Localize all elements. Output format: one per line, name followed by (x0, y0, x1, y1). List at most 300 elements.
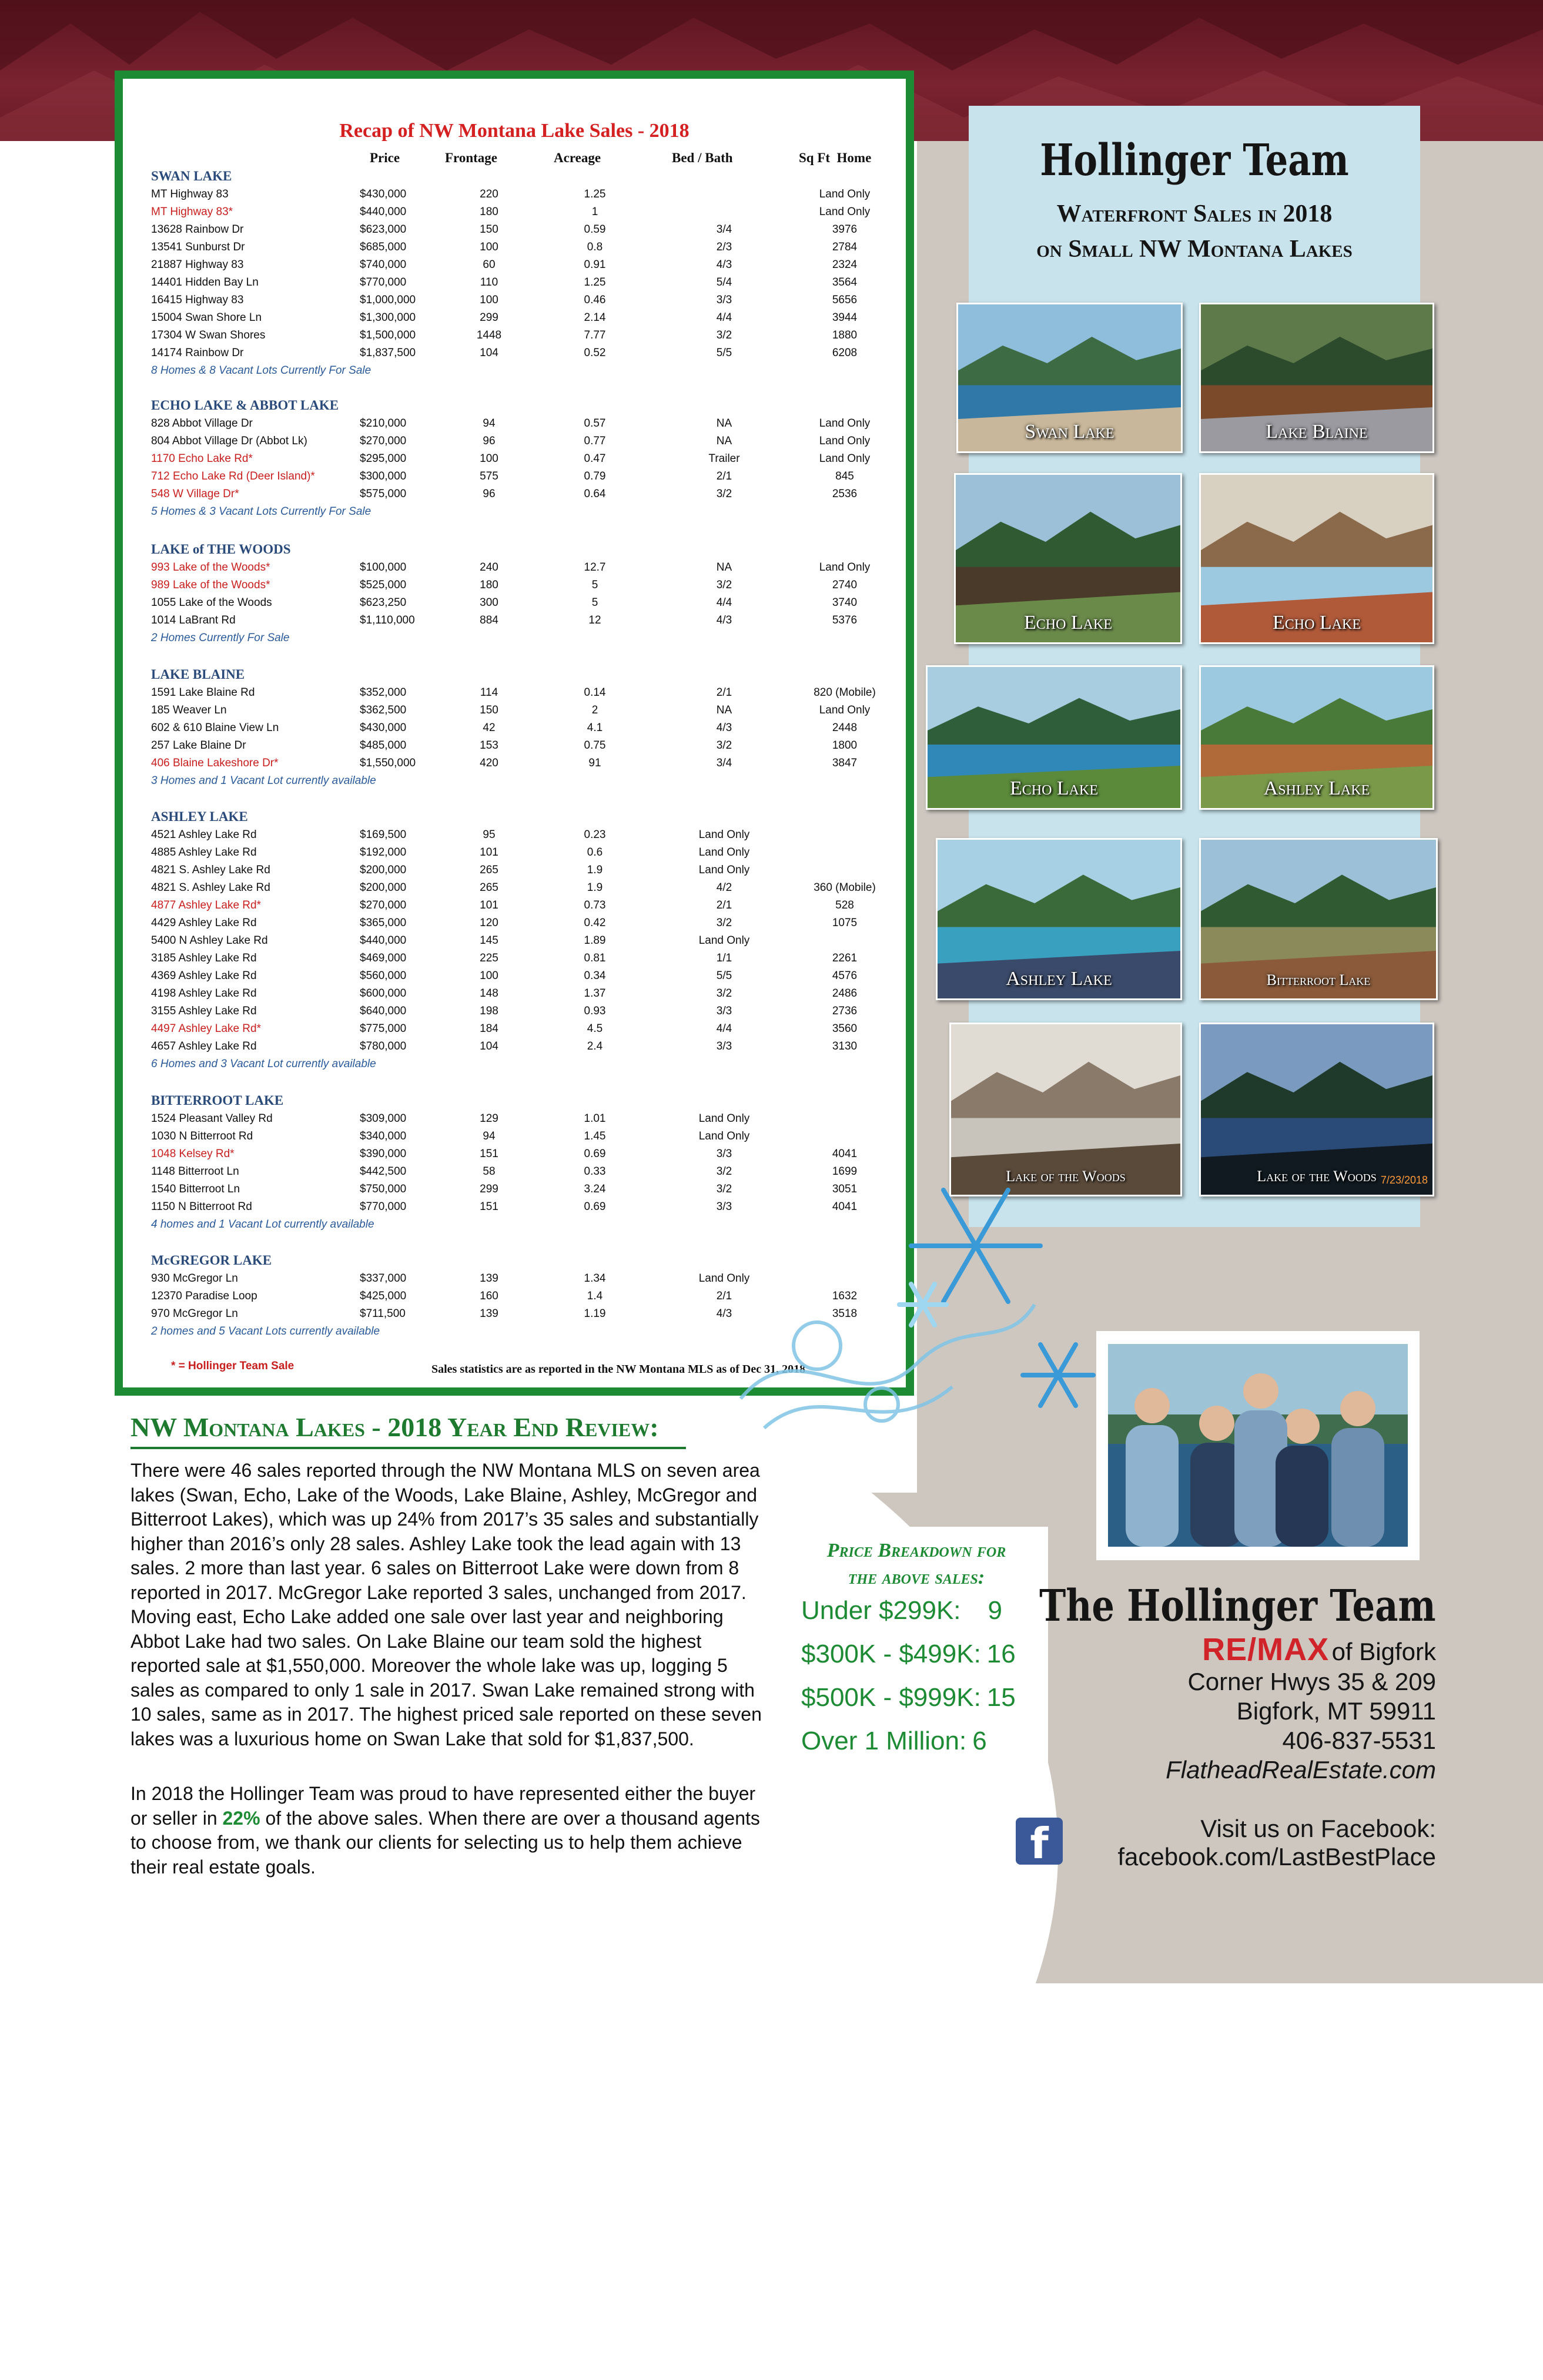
price-cell: $200,000 (360, 881, 407, 894)
bed-bath-cell: 4/3 (716, 614, 732, 626)
frontage-cell: 220 (480, 188, 498, 200)
address-cell: 548 W Village Dr* (151, 488, 239, 500)
address-cell: 17304 W Swan Shores (151, 329, 266, 341)
photo-caption: Ashley Lake (1263, 777, 1370, 799)
frontage-cell: 95 (483, 829, 496, 841)
address-cell: 1014 LaBrant Rd (151, 614, 236, 626)
table-row (151, 186, 915, 203)
address-cell: 4429 Ashley Lake Rd (151, 917, 257, 929)
acreage-cell: 1.34 (584, 1272, 606, 1285)
team-photo-art (1108, 1344, 1408, 1547)
bed-bath-cell: Land Only (698, 934, 750, 947)
price-cell: $685,000 (360, 241, 407, 253)
address-cell: 4885 Ashley Lake Rd (151, 846, 257, 859)
acreage-cell: 1.9 (587, 864, 603, 876)
lake-section (151, 665, 915, 790)
price-cell: $1,110,000 (360, 614, 415, 626)
sqft-cell: Land Only (819, 206, 871, 218)
frontage-cell: 225 (480, 952, 498, 964)
table-row (151, 239, 915, 256)
sqft-cell: 3944 (832, 311, 858, 324)
address-cell: 13541 Sunburst Dr (151, 241, 245, 253)
address-cell: 970 McGregor Ln (151, 1308, 238, 1320)
table-row (151, 221, 915, 239)
sqft-cell: Land Only (819, 188, 871, 200)
table-row (151, 576, 915, 594)
address-cell: 3155 Ashley Lake Rd (151, 1005, 257, 1017)
acreage-cell: 1.19 (584, 1308, 606, 1320)
price-cell: $440,000 (360, 934, 407, 947)
address-cell: 1170 Echo Lake Rd* (151, 452, 253, 465)
bed-bath-cell: NA (716, 561, 732, 574)
bed-bath-cell: Land Only (698, 846, 750, 859)
acreage-cell: 0.73 (584, 899, 606, 911)
sqft-cell: 4041 (832, 1201, 858, 1213)
frontage-cell: 151 (480, 1148, 498, 1160)
price-cell: $560,000 (360, 970, 407, 982)
frontage-cell: 180 (480, 579, 498, 591)
price-cell: $210,000 (360, 417, 407, 430)
section-title: SWAN LAKE (151, 169, 232, 183)
frontage-cell: 150 (480, 704, 498, 716)
bed-bath-cell: Land Only (698, 1130, 750, 1142)
price-cell: $711,500 (360, 1308, 406, 1320)
frontage-cell: 148 (480, 987, 498, 1000)
address-cell: 4877 Ashley Lake Rd* (151, 899, 261, 911)
bed-bath-cell: 3/2 (716, 488, 732, 500)
price-cell: $469,000 (360, 952, 407, 964)
section-title: BITTERROOT LAKE (151, 1093, 284, 1108)
photo-caption: Lake Blaine (1266, 421, 1368, 443)
address-cell: 1148 Bitterroot Ln (151, 1165, 239, 1178)
sqft-cell: 5376 (832, 614, 858, 626)
price-cell: $270,000 (360, 435, 407, 447)
acreage-cell: 0.46 (584, 294, 606, 306)
availability-note: 5 Homes & 3 Vacant Lots Currently For Sale (151, 505, 371, 518)
sqft-cell: 1632 (832, 1290, 858, 1302)
price-cell: $1,000,000 (360, 294, 416, 306)
price-cell: $362,500 (360, 704, 407, 716)
frontage-cell: 101 (480, 846, 498, 859)
price-cell: $430,000 (360, 722, 407, 734)
bed-bath-cell: 3/2 (716, 1165, 732, 1178)
photo-caption: Echo Lake (1009, 777, 1099, 799)
address-cell: 15004 Swan Shore Ln (151, 311, 262, 324)
table-row (151, 950, 915, 967)
table-row (151, 344, 915, 362)
bed-bath-cell: 1/1 (716, 952, 732, 964)
table-row (151, 702, 915, 719)
price-cell: $390,000 (360, 1148, 407, 1160)
table-row (151, 844, 915, 862)
photo-caption: Lake of the Woods (1257, 1168, 1377, 1185)
review-underline (130, 1447, 686, 1449)
lake-photo (1199, 303, 1434, 453)
price-cell: $192,000 (360, 846, 407, 859)
price-cell: $440,000 (360, 206, 407, 218)
table-row (151, 274, 915, 291)
mls-note: Sales statistics are as reported in the NW Montana MLS as of Dec 31, 2018 (431, 1363, 806, 1376)
price-cell: $600,000 (360, 987, 407, 1000)
frontage-cell: 114 (480, 686, 498, 699)
table-row (151, 256, 915, 274)
table-row (151, 737, 915, 755)
sqft-cell: Land Only (819, 417, 871, 430)
lake-section (151, 396, 915, 521)
acreage-cell: 5 (591, 579, 598, 591)
bed-bath-cell: 2/1 (716, 686, 732, 699)
acreage-cell: 0.93 (584, 1005, 606, 1017)
acreage-cell: 1.01 (584, 1112, 606, 1125)
price-cell: $750,000 (360, 1183, 407, 1195)
sqft-cell: Land Only (819, 435, 871, 447)
price-cell: $340,000 (360, 1130, 407, 1142)
price-cell: $200,000 (360, 864, 407, 876)
price-cell: $1,500,000 (360, 329, 416, 341)
section-title: McGREGOR LAKE (151, 1253, 272, 1268)
bed-bath-cell: 3/3 (716, 294, 732, 306)
table-row (151, 485, 915, 503)
breakdown-row (801, 1640, 1016, 1669)
frontage-cell: 129 (480, 1112, 498, 1125)
photo-caption: Lake of the Woods (1006, 1168, 1126, 1185)
sqft-cell: 2784 (832, 241, 858, 253)
frontage-cell: 265 (480, 864, 498, 876)
address-cell: 4497 Ashley Lake Rd* (151, 1023, 261, 1035)
frontage-cell: 299 (480, 311, 498, 324)
sqft-cell: 3740 (832, 596, 858, 609)
breakdown-title (785, 1537, 1048, 1591)
price-cell: $365,000 (360, 917, 407, 929)
frontage-cell: 96 (483, 435, 496, 447)
bed-bath-cell: 3/2 (716, 1183, 732, 1195)
price-cell: $1,550,000 (360, 757, 416, 769)
table-row (151, 433, 915, 450)
acreage-cell: 0.47 (584, 452, 606, 465)
frontage-cell: 150 (480, 223, 498, 236)
bed-bath-cell: NA (716, 417, 732, 430)
col-price: Price (370, 150, 400, 165)
frontage-cell: 101 (480, 899, 498, 911)
frontage-cell: 139 (480, 1308, 498, 1320)
frontage-cell: 100 (480, 452, 498, 465)
acreage-cell: 0.77 (584, 435, 606, 447)
lake-photo (1199, 1023, 1434, 1196)
sqft-cell: 3518 (832, 1308, 858, 1320)
sqft-cell: 2486 (832, 987, 858, 1000)
frontage-cell: 184 (480, 1023, 498, 1035)
remax-brand (1202, 1631, 1436, 1668)
remax-location: of Bigfork (1331, 1638, 1436, 1665)
price-cell: $352,000 (360, 686, 407, 699)
address-cell: 1150 N Bitterroot Rd (151, 1201, 252, 1213)
breakdown-count: 9 (988, 1596, 1003, 1625)
col-frontage: Frontage (445, 150, 498, 165)
bed-bath-cell: 3/2 (716, 739, 732, 752)
frontage-cell: 145 (480, 934, 498, 947)
acreage-cell: 0.91 (584, 259, 606, 271)
lake-photo (1199, 665, 1434, 810)
availability-note: 2 Homes Currently For Sale (151, 632, 290, 644)
acreage-cell: 12.7 (584, 561, 606, 574)
sqft-cell: 3051 (832, 1183, 858, 1195)
frontage-cell: 265 (480, 881, 498, 894)
frontage-cell: 94 (483, 1130, 496, 1142)
acreage-cell: 1.37 (584, 987, 606, 1000)
price-cell: $780,000 (360, 1040, 407, 1052)
price-cell: $309,000 (360, 1112, 407, 1125)
contact-team-name: The Hollinger Team (1039, 1581, 1436, 1631)
frontage-cell: 198 (480, 1005, 498, 1017)
acreage-cell: 2 (591, 704, 598, 716)
table-row (151, 594, 915, 612)
table-row (151, 826, 915, 844)
acreage-cell: 0.34 (584, 970, 606, 982)
acreage-cell: 1.25 (584, 188, 606, 200)
acreage-cell: 2.4 (587, 1040, 603, 1052)
breakdown-label: Over 1 Million: (801, 1727, 967, 1755)
header-title: Hollinger Team (1040, 135, 1349, 186)
price-cell: $300,000 (360, 470, 407, 482)
photo-caption: Bitterroot Lake (1266, 971, 1371, 988)
price-cell: $623,250 (360, 596, 407, 609)
price-cell: $270,000 (360, 899, 407, 911)
table-row (151, 932, 915, 950)
bed-bath-cell: 3/2 (716, 579, 732, 591)
address-cell: 4821 S. Ashley Lake Rd (151, 881, 270, 894)
review-p2-start: In 2018 the Hollinger Team was proud to have represented either the buyer or seller in (130, 1783, 756, 1829)
facebook-prompt: Visit us on Facebook: (1200, 1815, 1436, 1842)
frontage-cell: 180 (480, 206, 498, 218)
bed-bath-cell: 2/1 (716, 899, 732, 911)
header-subtitle-2: on Small NW Montana Lakes (1036, 236, 1353, 263)
bed-bath-cell: 3/4 (716, 223, 732, 236)
breakdown-label: $500K - $999K: (801, 1683, 981, 1712)
bed-bath-cell: 3/3 (716, 1040, 732, 1052)
address-cell: 257 Lake Blaine Dr (151, 739, 246, 752)
sqft-cell: 3847 (832, 757, 858, 769)
acreage-cell: 1.9 (587, 881, 603, 894)
price-cell: $337,000 (360, 1272, 407, 1285)
frontage-cell: 575 (480, 470, 498, 482)
frontage-cell: 160 (480, 1290, 498, 1302)
address-cell: 4521 Ashley Lake Rd (151, 829, 257, 841)
frontage-cell: 100 (480, 294, 498, 306)
sqft-cell: 2536 (832, 488, 858, 500)
bed-bath-cell: Land Only (698, 1112, 750, 1125)
address-cell: 21887 Highway 83 (151, 259, 244, 271)
sqft-cell: 3976 (832, 223, 858, 236)
acreage-cell: 0.52 (584, 347, 606, 359)
sqft-cell: 1800 (832, 739, 858, 752)
address-cell: MT Highway 83 (151, 188, 229, 200)
acreage-cell: 1.25 (584, 276, 606, 289)
address-cell: 993 Lake of the Woods* (151, 561, 270, 574)
address-cell: 602 & 610 Blaine View Ln (151, 722, 279, 734)
frontage-cell: 60 (483, 259, 496, 271)
sqft-cell: 3564 (832, 276, 858, 289)
availability-note: 2 homes and 5 Vacant Lots currently available (151, 1325, 380, 1338)
col-sqft: Sq Ft Home (799, 150, 872, 165)
sqft-cell: 1075 (832, 917, 858, 929)
frontage-cell: 42 (483, 722, 496, 734)
address-line-1: Corner Hwys 35 & 209 (1187, 1668, 1436, 1695)
review-paragraph-2 (130, 1782, 765, 1879)
address-cell: 13628 Rainbow Dr (151, 223, 244, 236)
photo-caption: Swan Lake (1025, 421, 1114, 443)
sqft-cell: 1880 (832, 329, 858, 341)
photo-caption: Echo Lake (1272, 612, 1361, 633)
bed-bath-cell: 5/4 (716, 276, 732, 289)
address-cell: 3185 Ashley Lake Rd (151, 952, 257, 964)
table-row (151, 559, 915, 576)
sqft-cell: 6208 (832, 347, 858, 359)
table-row (151, 291, 915, 309)
lake-photo (936, 838, 1182, 1000)
address-cell: 406 Blaine Lakeshore Dr* (151, 757, 279, 769)
acreage-cell: 0.79 (584, 470, 606, 482)
sqft-cell: 845 (835, 470, 854, 482)
sqft-cell: 2740 (832, 579, 858, 591)
acreage-cell: 5 (591, 596, 598, 609)
bed-bath-cell: 3/3 (716, 1201, 732, 1213)
sqft-cell: 5656 (832, 294, 858, 306)
lake-section (151, 807, 915, 1073)
bed-bath-cell: 2/1 (716, 1290, 732, 1302)
price-cell: $1,837,500 (360, 347, 416, 359)
lake-photo (954, 473, 1182, 644)
acreage-cell: 0.33 (584, 1165, 606, 1178)
address-cell: 1048 Kelsey Rd* (151, 1148, 235, 1160)
address-cell: 930 McGregor Ln (151, 1272, 238, 1285)
price-cell: $100,000 (360, 561, 407, 574)
address-cell: 14174 Rainbow Dr (151, 347, 244, 359)
sqft-cell: Land Only (819, 561, 871, 574)
bed-bath-cell: Land Only (698, 829, 750, 841)
address-cell: 1030 N Bitterroot Rd (151, 1130, 253, 1142)
price-cell: $623,000 (360, 223, 407, 236)
sqft-cell: 2736 (832, 1005, 858, 1017)
table-row (151, 1128, 915, 1145)
frontage-cell: 151 (480, 1201, 498, 1213)
frontage-cell: 300 (480, 596, 498, 609)
bed-bath-cell: Trailer (708, 452, 740, 465)
sqft-cell: 360 (Mobile) (814, 881, 876, 894)
lake-section (151, 167, 915, 380)
bed-bath-cell: 3/2 (716, 329, 732, 341)
availability-note: 3 Homes and 1 Vacant Lot currently available (151, 775, 376, 787)
review-title: NW Montana Lakes - 2018 Year End Review: (130, 1412, 659, 1442)
table-row (151, 1003, 915, 1020)
bed-bath-cell: 3/4 (716, 757, 732, 769)
address-cell: 12370 Paradise Loop (151, 1290, 257, 1302)
availability-note: 6 Homes and 3 Vacant Lot currently available (151, 1058, 376, 1070)
facebook-icon[interactable]: f (1016, 1818, 1063, 1865)
acreage-cell: 0.23 (584, 829, 606, 841)
table-row (151, 415, 915, 433)
acreage-cell: 0.14 (584, 686, 606, 699)
bed-bath-cell: 2/3 (716, 241, 732, 253)
sqft-cell: 820 (Mobile) (814, 686, 876, 699)
team-photo (1108, 1344, 1408, 1547)
section-title: ECHO LAKE & ABBOT LAKE (151, 398, 339, 413)
table-row (151, 1020, 915, 1038)
address-cell: 16415 Highway 83 (151, 294, 244, 306)
acreage-cell: 4.5 (587, 1023, 603, 1035)
frontage-cell: 96 (483, 488, 496, 500)
address-cell: 5400 N Ashley Lake Rd (151, 934, 268, 947)
sqft-cell: Land Only (819, 452, 871, 465)
facebook-link[interactable]: facebook.com/LastBestPlace (1117, 1843, 1436, 1871)
price-cell: $1,300,000 (360, 311, 416, 324)
lake-section (151, 540, 915, 647)
frontage-cell: 100 (480, 241, 498, 253)
snowflake-decoration (729, 1152, 1105, 1457)
bed-bath-cell: NA (716, 435, 732, 447)
bed-bath-cell: 4/3 (716, 259, 732, 271)
address-cell: 14401 Hidden Bay Ln (151, 276, 259, 289)
price-cell: $775,000 (360, 1023, 407, 1035)
address-cell: 989 Lake of the Woods* (151, 579, 270, 591)
price-cell: $640,000 (360, 1005, 407, 1017)
acreage-cell: 0.81 (584, 952, 606, 964)
acreage-cell: 0.59 (584, 223, 606, 236)
frontage-cell: 104 (480, 347, 498, 359)
table-row (151, 1038, 915, 1055)
price-breakdown-box (785, 1527, 1048, 1776)
frontage-cell: 139 (480, 1272, 498, 1285)
availability-note: 8 Homes & 8 Vacant Lots Currently For Sale (151, 364, 371, 377)
sqft-cell: 2324 (832, 259, 858, 271)
sqft-cell: Land Only (819, 704, 871, 716)
price-cell: $295,000 (360, 452, 407, 465)
review-p2-end: of the above sales. When there are over a thousand agents to choose from, we thank our clients for selecting us to help them achieve their real estate goals. (130, 1807, 760, 1878)
acreage-cell: 91 (588, 757, 601, 769)
address-line-2: Bigfork, MT 59911 (1236, 1697, 1436, 1725)
photo-caption: Ashley Lake (1006, 968, 1112, 990)
frontage-cell: 94 (483, 417, 496, 430)
frontage-cell: 153 (480, 739, 498, 752)
table-row (151, 450, 915, 468)
address-cell: 4657 Ashley Lake Rd (151, 1040, 257, 1052)
address-cell: 4821 S. Ashley Lake Rd (151, 864, 270, 876)
bed-bath-cell: 3/2 (716, 987, 732, 1000)
frontage-cell: 1448 (476, 329, 502, 341)
sqft-cell: 4576 (832, 970, 858, 982)
bed-bath-cell: 3/2 (716, 917, 732, 929)
table-row (151, 203, 915, 221)
acreage-cell: 0.57 (584, 417, 606, 430)
acreage-cell: 1.4 (587, 1290, 603, 1302)
breakdown-count: 15 (986, 1683, 1016, 1712)
table-row (151, 719, 915, 737)
bed-bath-cell: 5/5 (716, 347, 732, 359)
breakdown-count: 6 (972, 1727, 987, 1755)
price-cell: $575,000 (360, 488, 407, 500)
price-cell: $770,000 (360, 276, 407, 289)
bed-bath-cell: 3/3 (716, 1005, 732, 1017)
frontage-cell: 420 (480, 757, 498, 769)
website-link[interactable]: FlatheadRealEstate.com (1166, 1756, 1436, 1784)
address-cell: 1055 Lake of the Woods (151, 596, 272, 609)
table-row (151, 468, 915, 485)
acreage-cell: 3.24 (584, 1183, 606, 1195)
sqft-cell: 1699 (832, 1165, 858, 1178)
bed-bath-cell: 3/3 (716, 1148, 732, 1160)
lake-photo (1199, 473, 1434, 644)
address-cell: 1540 Bitterroot Ln (151, 1183, 240, 1195)
breakdown-row (801, 1727, 987, 1756)
